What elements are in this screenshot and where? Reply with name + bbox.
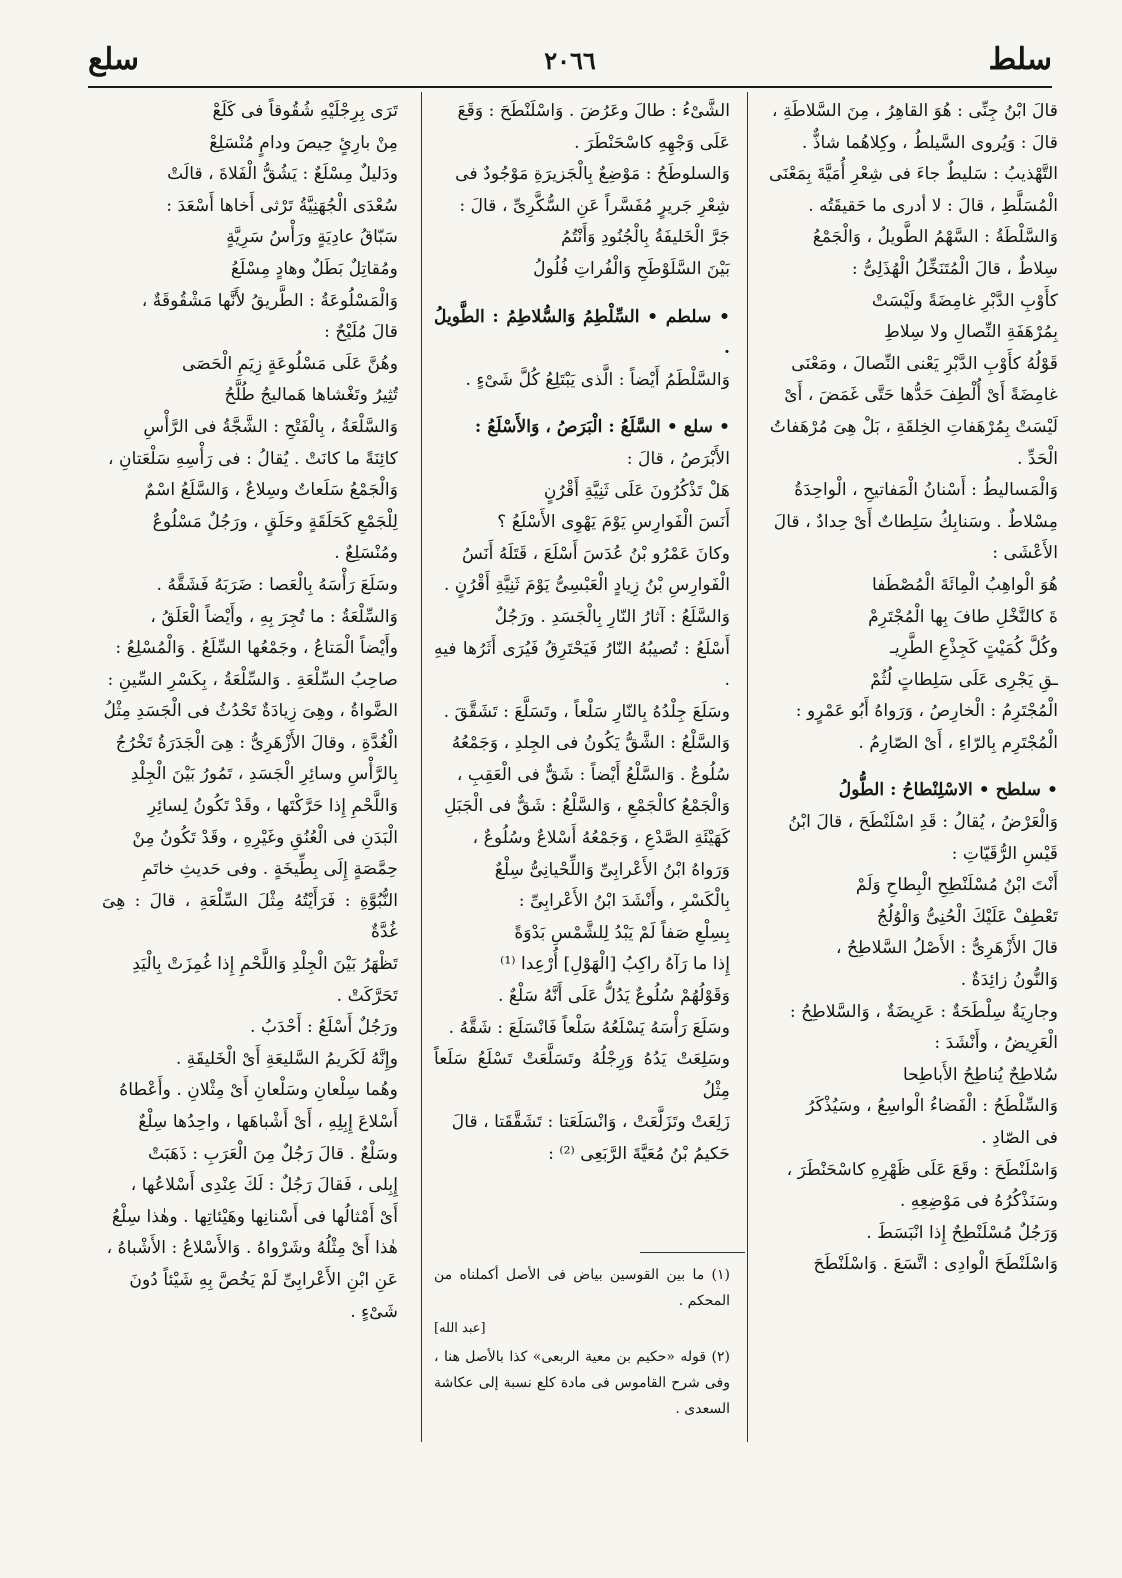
text-line: بَيْنَ السَّلَوْطَحِ وَالْفُراتِ فُلُولُ	[533, 258, 730, 279]
text-line: تَظْهَرُ بَيْنَ الْجِلْدِ وَاللَّحْمِ إِذا غُمِزَتْ بِالْيَدِ	[132, 954, 398, 975]
text-line: أَسْلاعَ إِبِلِهِ ، أَىْ أَشْباهَها ، واحِدُها سِلْعٌ	[138, 1112, 398, 1132]
text-line: وَالسِّلْطَحُ : الْفَضاءُ الْواسِعُ ، وسَيُذْكَرُ	[806, 1096, 1058, 1117]
text-line: الأَعْشَى :	[992, 543, 1058, 564]
text-line: قالَ مُلَيْحٌ :	[324, 322, 398, 343]
paragraph-gap	[762, 759, 1058, 775]
text-line: وهُما سِلْعانِ وسَلْعانِ أَىْ مِثْلانِ . وأَعْطاهُ	[119, 1080, 398, 1101]
text-line: عَلَى وَجْهِهِ كاسْحَنْطَرَ .	[574, 132, 730, 153]
text-line: ـقِ يَجْرِى عَلَى سَلِطاتٍ لُثُمْ	[870, 669, 1058, 690]
text-line: تَحَرَّكَتْ .	[336, 985, 398, 1006]
text-line: تُثِيرُ وتَغْشاها هَماليجُ طُلَّحُ	[224, 385, 398, 406]
text-line: وهُنَّ عَلَى مَسْلُوعَةٍ زِيَمِ الْحَصَى	[181, 353, 398, 374]
text-line: وَاسْلَنْطَحَ الْوادِى : اتَّسَعَ . وَاسْلَنْطَحَ	[813, 1254, 1058, 1275]
text-line: تَرَى بِرِجْلَيْهِ شُقُوقاً فى كَلَعْ	[212, 101, 398, 121]
text-line: الْفَوارِسِ بْنُ زِيادٍ الْعَبْسِىُّ يَوْمَ ثَنِيَّةِ أَقْرُنٍ .	[443, 575, 730, 596]
text-line: وجارِيَةٌ سِلْطَحَةٌ : عَرِيضَةٌ ، وَالسَّلاطِحُ :	[789, 1001, 1058, 1022]
text-line: عَنِ ابْنِ الأَعْرابِىِّ لَمْ يَخُصَّ بِهِ شَيْئاً دُونَ	[129, 1269, 398, 1290]
text-line: أَنَسَ الْفَوارِسِ يَوْمَ يَهْوِى الأَسْلَعُ ؟	[497, 512, 730, 533]
text-line: وَالنُّونُ زائِدَةٌ .	[960, 970, 1058, 991]
text-line: وَالسِّلْعَةُ : ما تُجِرَ بِهِ ، وأَيْضاً الْعَلَقُ ،	[150, 606, 398, 627]
text-line: الشَّىْءُ : طالَ وعَرُضَ . وَاسْلَنْطَحَ : وَقَعَ	[457, 101, 730, 121]
text-line: غامِضَةً أَىْ أُلْطِفَ حَدُّها حَتَّى غَمَضَ ، أَىْ	[784, 385, 1058, 406]
text-line: الْمُجْتَرِمُ : الْخارِصُ ، وَرَواهُ أَبُو عَمْرٍو :	[795, 701, 1058, 722]
text-line: • سلطح • الاسْلِنْطاحُ : الطُّولُ	[838, 780, 1058, 801]
text-line: سَبّاقُ عادِيَةٍ ورَأْسُ سَرِيَّةٍ	[226, 227, 398, 248]
text-line: ةَ كالنَّخْلِ طافَ بِها الْمُجْتَرِمْ	[868, 606, 1058, 627]
text-line: أَىْ أَمْثالُها فى أَسْنانِها وهَيْئاتِها . وهٰذا سِلْعُ	[111, 1206, 398, 1227]
text-line: زَلِعَتْ وتَزَلَّعَتْ ، وَانْسَلَعَتا : تَشَقَّقَتا ، قالَ	[451, 1112, 730, 1133]
text-line: الْبَدَنِ فى الْعُنُقِ وغَيْرِهِ ، وقَدْ تَكُونُ مِنْ	[132, 827, 398, 848]
text-line: ومُنْسَلِعٌ .	[334, 543, 398, 564]
text-line: بِمُرْهَفَةِ النِّصالِ ولا سِلاطِ	[883, 322, 1058, 343]
text-line: سِلاطٌ ، قالَ الْمُتَنَخِّلُ الْهُذَلِىُّ :	[851, 258, 1058, 279]
text-line: الضَّواةُ ، وهِىَ زِيادَةٌ تَحْدُثُ فى الْجَسَدِ مِثْلُ	[103, 701, 398, 722]
text-line: جَرَّ الْخَليفَةُ بِالْجُنُودِ وَأَنْتُمُ	[561, 227, 730, 248]
text-line: ودَليلٌ مِسْلَعٌ : يَشُقُّ الْفَلاةَ ، قالَتْ	[167, 164, 398, 185]
text-line: النُّبُوَّةِ : فَرَأَيْتُهُ مِثْلَ السِّلْعَةِ ، قالَ : هِىَ غُدَّةٌ	[102, 890, 398, 943]
text-line: كَهَيْئَةِ الصَّدْعِ ، وَجَمْعُهُ أَسْلاعٌ وسُلُوعٌ ،	[472, 828, 730, 849]
text-line: وَالْعَرْضُ ، يُقالُ : قَدِ اسْلَنْطَحَ ، قالَ ابْنُ	[788, 812, 1058, 833]
text-line: وَالسَّلْطَمُ أَيْضاً : الَّذى يَبْتَلِعُ كُلَّ شَىْءٍ .	[465, 369, 730, 390]
column-divider	[421, 92, 422, 1442]
column-divider	[747, 92, 748, 1442]
text-line: هٰذا أَىْ مِثْلُهُ وشَرْواهُ . وَالأَسْلاعُ : الأَشْباهُ ،	[106, 1238, 398, 1259]
text-line: الأَبْرَصُ ، قالَ :	[626, 448, 730, 469]
text-line: وَالسَّلْعَةُ ، بِالْفَتْحِ : الشَّجَّةُ فى الرَّأْسِ	[143, 416, 398, 437]
text-line: وسَلَعَ رَأْسَهُ بِالْعَصا : ضَرَبَهُ فَشَقَّهُ .	[156, 574, 398, 595]
text-line: وَالْمَساليطُ : أَسْنانُ الْمَفاتيحِ ، الْواحِدَةُ	[794, 480, 1058, 501]
text-line: وَرَجُلٌ مُسْلَنْطِحٌ إِذا انْبَسَطَ .	[866, 1222, 1058, 1243]
paragraph-gap	[434, 286, 730, 302]
footnote-rule	[640, 1252, 745, 1253]
page-header	[88, 42, 1052, 86]
text-line: أَنْتَ ابْنُ مُسْلَنْطِحِ الْبِطاحِ وَلَمْ	[855, 875, 1058, 896]
text-line: شِعْرِ جَريرٍ مُفَسَّراً عَنِ السُّكَّرِىِّ ، قالَ :	[459, 195, 730, 216]
text-line: قالَ ابْنُ جِنِّى : هُوَ القاهِرُ ، مِنَ السَّلاطَةِ ،	[772, 101, 1058, 121]
text-line: وكُلَّ كُمَيْتٍ كَجِذْعِ الطَّرِيـ	[889, 638, 1058, 659]
text-line: مِسْلاطٌ . وسَنابِكُ سَلِطاتٌ أَىْ حِدادٌ ، قالَ	[773, 511, 1058, 532]
text-line: حِمَّصَةٍ إِلَى بِطِّيخَةٍ . وفى حَديثِ خاتَمِ	[142, 859, 398, 880]
text-line: ومُقاتِلٌ بَطَلٌ وهادٍ مِسْلَعُ	[230, 258, 398, 279]
text-line: التَّهْذيبُ : سَليطٌ جاءَ فى شِعْرِ أُمَيَّةَ بِمَعْنَى	[769, 164, 1058, 185]
text-line: صاحِبُ السِّلْعَةِ . وَالسِّلْعَةُ ، بِكَسْرِ السِّينِ :	[107, 669, 398, 690]
text-line: وسَلِعَتْ يَدُهُ وَرِجْلُهُ وتَسَلَّعَتْ تَسْلَعُ سَلَعاً مِثْلُ	[434, 1049, 730, 1101]
text-line: وَالسَّلْعُ : الشَّقُّ يَكُونُ فى الجِلدِ ، وَجَمْعُهُ	[451, 733, 730, 754]
text-line: فى الصّادِ .	[981, 1128, 1058, 1148]
text-line: وَرَواهُ ابْنُ الأَعْرابِىِّ وَاللِّحْيانِىُّ سِلْعٌ	[494, 859, 730, 880]
text-line: وسَنَذْكُرُهُ فى مَوْضِعِهِ .	[899, 1191, 1058, 1212]
text-line: • سلع • السَّلَعُ : الْبَرَصُ ، وَالأَسْلَعُ :	[474, 417, 730, 438]
text-line: هُوَ الْواهِبُ الْمِائَةَ الْمُصْطَفا	[871, 574, 1058, 595]
text-line: ورَجُلٌ أَسْلَعُ : أَحْدَبُ .	[250, 1017, 398, 1038]
text-line: أَسْلَعُ : تُصيبُهُ النّارُ فَيَحْتَرِقُ فَيُرَى أَثَرُها فيهِ .	[434, 638, 730, 691]
text-line: بِالرَّأْسِ وسائِرِ الْجَسَدِ ، تَمُورُ بَيْنَ الْجِلْدِ	[130, 764, 398, 785]
footnotes	[434, 1262, 730, 1422]
text-line: شَىْءٍ .	[350, 1301, 398, 1322]
text-line: إِبِلى ، فَقالَ رَجُلٌ : لَكَ عِنْدِى أَسْلاعُها ،	[130, 1175, 398, 1196]
text-line: قَوْلُهُ كأَوْبِ الدَّبْرِ يَعْنى النِّصالَ ، ومَعْنَى	[791, 353, 1058, 374]
text-line: وَاللَّحْمِ إِذا حَرَّكْتَها ، وقَدْ تَكُونُ لِسائِرِ	[147, 796, 398, 817]
text-line: مِنْ بارِئٍ حِيصَ ودامٍ مُنْسَلِعْ	[209, 132, 398, 153]
text-line: وأَيْضاً الْمَتاعُ ، وجَمْعُها السِّلَعُ . وَالْمُسْلِعُ :	[115, 638, 398, 659]
text-line: وَالْجَمْعُ سَلَعاتٌ وسِلاعٌ ، وَالسَّلَعُ اسْمٌ	[144, 480, 398, 501]
page-number: ٢٠٦٦	[544, 46, 596, 75]
text-line: وسَلْعٌ . قالَ رَجُلٌ مِنَ الْعَرَبِ : ذَهَبَتْ	[148, 1143, 398, 1164]
header-entry-word-left: سلع	[88, 42, 140, 77]
text-line: الْغُدَّةِ ، وقالَ الأَزْهَرِىُّ : هِىَ الْجَدَرَةُ تَخْرُجُ	[115, 732, 398, 753]
text-line: وكانَ عَمْرُو بْنُ عُدَسَ أَسْلَعَ ، قَتَلَهُ أَنَسُ	[461, 543, 730, 564]
text-line: • سلطم • السِّلْطِمُ وَالسُّلاطِمُ : الطَّويلُ .	[434, 306, 730, 359]
text-line: تَعْطِفْ عَلَيْكَ الْحُنِىُّ وَالْوُلُجُ	[876, 906, 1058, 927]
footnote-2: (٢) قوله «حكيم بن معية الربعى» كذا بالأصل هنا ، وفى شرح القاموس فى مادة كلع نسبة إلى عكاشة السعدى .	[434, 1349, 730, 1417]
header-entry-word-right: سلط	[988, 42, 1052, 77]
text-line: سُلُوعٌ . وَالسَّلْعُ أَيْضاً : شَقٌّ فى الْعَقِبِ ،	[456, 764, 730, 785]
text-line: قَيْسِ الرُّقَيّاتِ :	[951, 843, 1058, 864]
text-line: لَيْسَتْ بِمُرْهَفاتِ الخِلقَةِ ، بَلْ هِىَ مُرْهَفاتُ	[769, 416, 1058, 437]
text-column-middle	[434, 96, 730, 1171]
text-line: سُعْدَى الْجُهَنِيَّةُ تَرْثى أَخاها أَسْعَدَ :	[166, 195, 398, 216]
text-line: وَالسلوطَحُ : مَوْضِعٌ بِالْجَزيرَةِ مَوْجُودٌ فى	[455, 164, 730, 185]
text-line: حَكيمُ بْنُ مُعَيَّةَ الرَّبَعِى ⁽²⁾ :	[548, 1144, 730, 1164]
text-line: وسَلَعَ جِلْدُهُ بِالنّارِ سَلْعاً ، وتَسَلَّعَ : تَشَقَّقَ .	[443, 701, 730, 722]
text-line: قالَ الأَزْهَرِىُّ : الأَصْلُ السَّلاطِحُ ،	[835, 938, 1058, 959]
text-line: وسَلَعَ رَأْسَهُ يَسْلَعُهُ سَلْعاً فَانْسَلَعَ : شَقَّهُ .	[448, 1017, 730, 1038]
text-column-right	[762, 96, 1058, 1281]
text-line: كأَوْبِ الدَّبْرِ غامِضَةً ولَيْسَتْ	[871, 290, 1058, 311]
text-line: بِسِلْعِ صَفاً لَمْ يَبْدُ لِلشَّمْسِ بَدْوَةً	[514, 922, 730, 943]
text-line: الْمُجْتَرِم بِالرّاءِ ، أَىْ الصّارِمُ .	[858, 732, 1058, 753]
text-line: وَالْجَمْعُ كالْجَمْعِ ، وَالسَّلْعُ : شَقٌّ فى الْجَبَلِ	[444, 796, 730, 817]
text-line: الْحَدِّ .	[1016, 448, 1058, 469]
text-column-left	[102, 96, 398, 1328]
text-line: كائِنَةً ما كانَتْ . يُقالُ : فى رَأْسِهِ سَلْعَتانِ ،	[108, 448, 398, 469]
text-line: وَقَوْلُهُمْ سُلُوعٌ يَدُلُّ عَلَى أَنَّهُ سَلْعٌ .	[497, 986, 730, 1007]
text-line: الْمُسَلَّطِ ، قالَ : لا أدرى ما حَقيقَتُه .	[808, 195, 1058, 216]
text-line: وَالْمَسْلُوعَةُ : الطَّريقُ لأَنَّها مَشْقُوقَةٌ ،	[141, 290, 398, 311]
text-line: وَاسْلَنْطَحَ : وقَعَ عَلَى ظَهْرِهِ كاسْحَنْطَرَ ،	[786, 1159, 1058, 1180]
footnote-signature: [عبد الله]	[434, 1321, 486, 1336]
text-line: الْعَرِيضُ ، وأَنْشَدَ :	[934, 1033, 1058, 1054]
text-line: وَالسَّلْطَةُ : السَّهْمُ الطَّويلُ ، وَالْجَمْعُ	[812, 227, 1058, 248]
text-line: هَلْ تَذْكُرُونَ عَلَى ثَنِيَّةِ أَقْرُنٍ	[543, 480, 730, 501]
footnote-1: (١) ما بين القوسين بياض فى الأصل أكملناه من المحكم .	[434, 1267, 730, 1309]
text-line: سُلاطِحٌ يُناطِحُ الأَباطِحا	[903, 1064, 1058, 1085]
text-line: قالَ : وَيُروى السَّيلطُ ، وكِلاهُما شاذٌّ .	[801, 132, 1058, 153]
paragraph-gap	[434, 396, 730, 412]
header-rule	[88, 86, 1052, 88]
text-line: بِالْكَسْرِ ، وأَنْشَدَ ابْنُ الأَعْرابِىِّ :	[518, 891, 730, 912]
text-line: لِلْجَمْعِ كَحَلَقَةٍ وحَلَقٍ ، ورَجُلٌ مَسْلُوعٌ	[152, 511, 398, 532]
text-line: وإِنَّهُ لَكَريمُ السَّليعَةِ أَىْ الْخَليقَةِ .	[175, 1048, 398, 1069]
text-line: وَالسَّلَعُ : آثارُ النّارِ بِالْجَسَدِ . ورَجُلٌ	[494, 606, 730, 627]
text-line: إِذا ما رَآهُ راكِبُ [الْهَوْلِ] أُرْعِدا ⁽¹⁾	[500, 954, 730, 975]
